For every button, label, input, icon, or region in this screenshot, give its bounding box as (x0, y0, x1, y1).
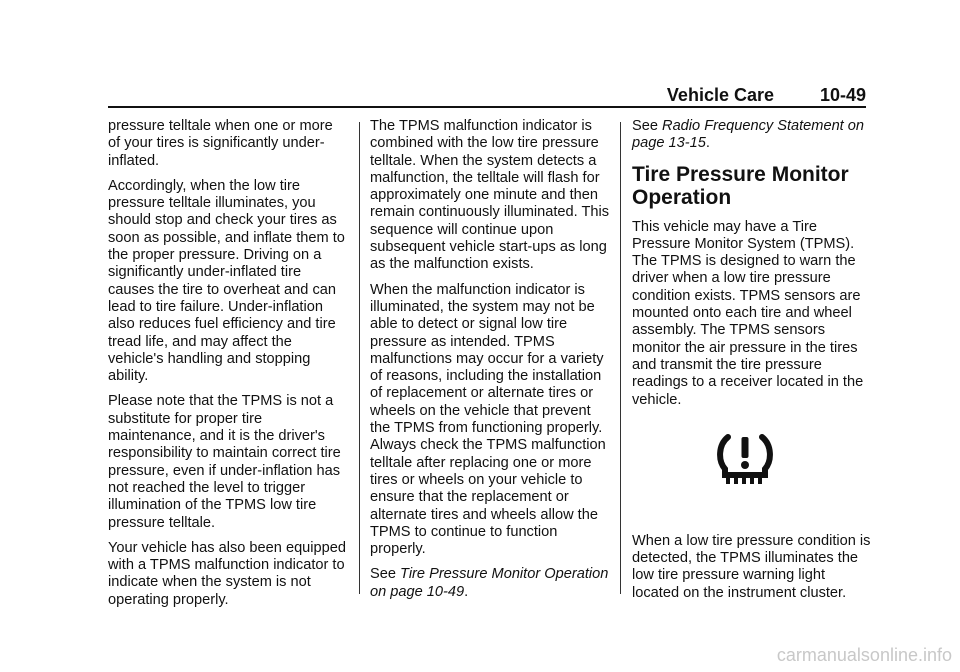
cross-reference (370, 566, 610, 601)
paragraph: The TPMS malfunction indicator is combined with the low tire pressure telltale. When the system detects a malfunction, the telltale will flash for approximately one minute and then remain continuously illuminated. This sequence will continue upon subsequent vehicle start-ups as long as the malfunction exists. (370, 118, 610, 273)
column-divider (359, 122, 360, 594)
cross-reference-link[interactable]: Tire Pressure Monitor Operation on page 10-49 (370, 566, 609, 600)
column-2 (370, 118, 610, 609)
page-header (108, 86, 866, 104)
paragraph: Accordingly, when the low tire pressure telltale illuminates, you should stop and check your tires as soon as possible, and inflate them to the proper pressure. Driving on a significantly under-inflated tire causes the tire to overheat and can lead to tire failure. Under-inflation also reduces fuel efficiency and tire tread life, and may affect the vehicle's handling and stopping ability. (108, 177, 345, 385)
column-divider (620, 122, 621, 594)
paragraph: This vehicle may have a Tire Pressure Monitor System (TPMS). The TPMS is designed to warn the driver when a low tire pressure condition exists. TPMS sensors are mounted onto each tire and wheel assembly. The TPMS sensors monitor the air pressure in the tires and transmit the tire pressure readings to a receiver located in the vehicle. (632, 218, 864, 408)
see-suffix: . (705, 135, 710, 152)
section-title: Vehicle Care (666, 85, 774, 105)
section-heading: Tire Pressure Monitor Operation (632, 162, 849, 209)
paragraph: When the malfunction indicator is illuminated, the system may not be able to detect or signal low tire pressure as intended. TPMS malfunctions may occur for a variety of reasons, including the installation of replacement or alternate tires or wheels on the vehicle that prevent the TPMS from functioning properly. Always check the TPMS malfunction telltale after replacing one or more tires or wheels on your vehicle to ensure that the replacement or alternate tires and wheels allow the TPMS to continue to function properly. (370, 281, 606, 558)
see-suffix: . (464, 583, 469, 600)
low-tire-pressure-warning-icon (715, 431, 775, 487)
paragraph: Your vehicle has also been equipped with a TPMS malfunction indicator to indicate when the system is not operating properly. (108, 539, 347, 608)
column-3 (632, 118, 872, 610)
paragraph: pressure telltale when one or more of your tires is significantly under-inflated. (108, 118, 333, 169)
cross-reference-link[interactable]: Radio Frequency Statement on page 13-15 (632, 118, 865, 152)
header-rule (108, 106, 866, 108)
page-number: 10-49 (819, 85, 866, 105)
watermark: carmanualsonline.info (776, 645, 952, 665)
column-1 (108, 118, 348, 617)
see-prefix: See (632, 118, 663, 134)
paragraph: Please note that the TPMS is not a substitute for proper tire maintenance, and it is the driver's responsibility to maintain correct tire pressure, even if under-inflation has not reached the level to trigger illumination of the TPMS low tire pressure telltale. (108, 393, 341, 531)
paragraph: When a low tire pressure condition is detected, the TPMS illuminates the low tire pressure warning light located on the instrument cluster. (632, 532, 871, 601)
icon-figure (632, 431, 872, 511)
see-prefix: See (370, 566, 401, 583)
cross-reference (632, 118, 872, 153)
